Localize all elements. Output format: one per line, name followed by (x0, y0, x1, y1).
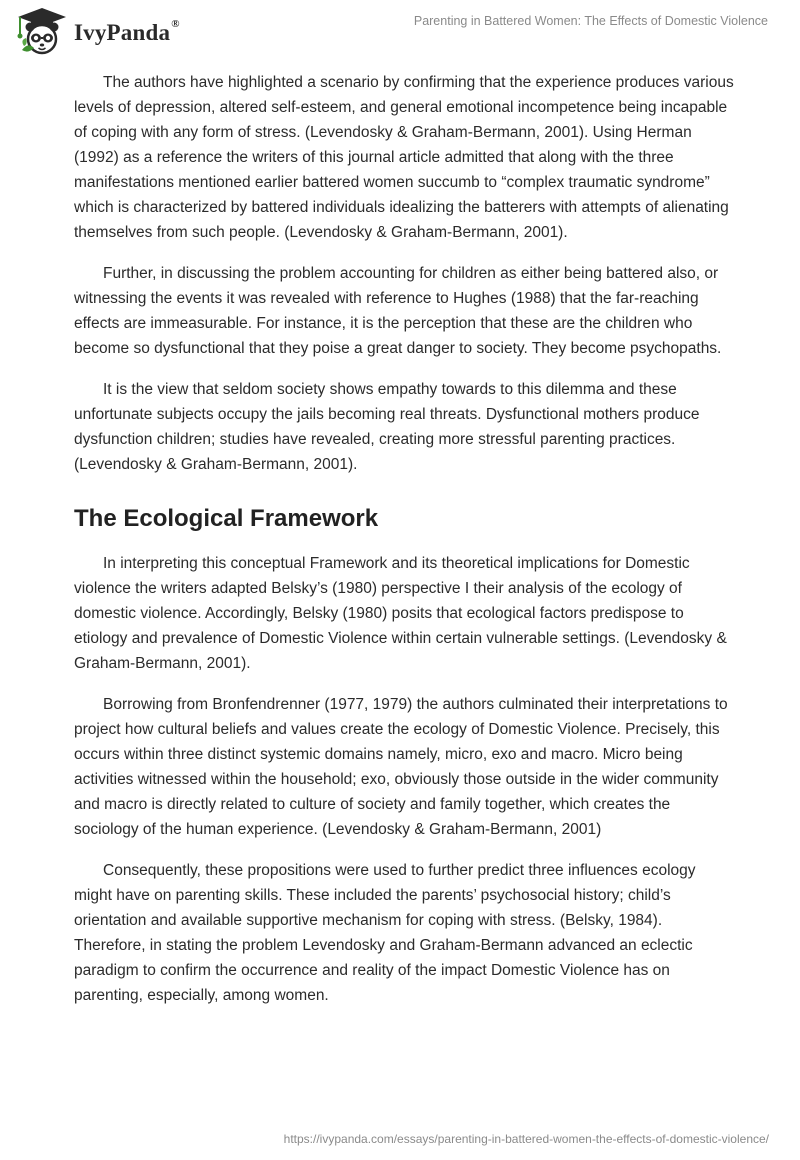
paragraph: Consequently, these propositions were used to further predict three influences ecology might have on parenting skills. These included the parents’ psychosocial history; child’s orientation and available supportive mechanism for coping with stress. (Belsky, 1984). Therefore, in stating the problem Levendosky and Graham-Bermann advanced an eclectic paradigm to confirm the occurrence and reality of the impact Domestic Violence has on parenting, especially, among women. (74, 862, 696, 1004)
page-header (0, 0, 800, 62)
paragraph: Further, in discussing the problem accounting for children as either being battered also, or witnessing the events it was revealed with reference to Hughes (1988) that the far-reaching effects are immeasurable. For instance, it is the perception that these are the children who become so dysfunctional that they poise a great danger to society. They become psychopaths. (74, 265, 722, 357)
paragraph: In interpreting this conceptual Framework and its theoretical implications for Domestic violence the writers adapted Belsky’s (1980) perspective I their analysis of the ecology of domestic violence. Accordingly, Belsky (1980) posits that ecological factors predispose to etiology and prevalence of Domestic Violence within certain vulnerable settings. (Levendosky & Graham-Bermann, 2001). (74, 555, 727, 672)
ivypanda-logo[interactable] (14, 6, 180, 56)
paragraph: The authors have highlighted a scenario by confirming that the experience produces various levels of depression, altered self-esteem, and general emotional incompetence being incapable of coping with any form of stress. (Levendosky & Graham-Bermann, 2001). Using Herman (1992) as a reference the writers of this journal article admitted that along with the three manifestations mentioned earlier battered women succumb to “complex traumatic syndrome” which is characterized by battered individuals idealizing the batterers with attempts of alienating themselves from such people. (Levendosky & Graham-Bermann, 2001). (74, 74, 734, 241)
source-url[interactable]: https://ivypanda.com/essays/parenting-in-battered-women-the-effects-of-domestic-violence/ (283, 1132, 769, 1146)
essay-body (74, 70, 734, 1024)
paragraph: It is the view that seldom society shows empathy towards to this dilemma and these unfortunate subjects occupy the jails becoming real threats. Dysfunctional mothers produce dysfunction children; studies have revealed, creating more stressful parenting practices. (Levendosky & Graham-Bermann, 2001). (74, 381, 700, 473)
document-title: Parenting in Battered Women: The Effects of Domestic Violence (413, 14, 768, 28)
panda-graduate-icon (14, 6, 70, 56)
paragraph: Borrowing from Bronfendrenner (1977, 1979) the authors culminated their interpretations to project how cultural beliefs and values create the ecology of Domestic Violence. Precisely, this occurs within three distinct systemic domains namely, micro, exo and macro. Micro being activities witnessed within the household; exo, obviously those outside in the wider community and macro is directly related to culture of society and family together, which creates the sociology of the human experience. (Levendosky & Graham-Bermann, 2001) (74, 696, 728, 838)
section-heading: The Ecological Framework (74, 505, 379, 532)
brand-name: IvyPanda® (74, 18, 180, 45)
